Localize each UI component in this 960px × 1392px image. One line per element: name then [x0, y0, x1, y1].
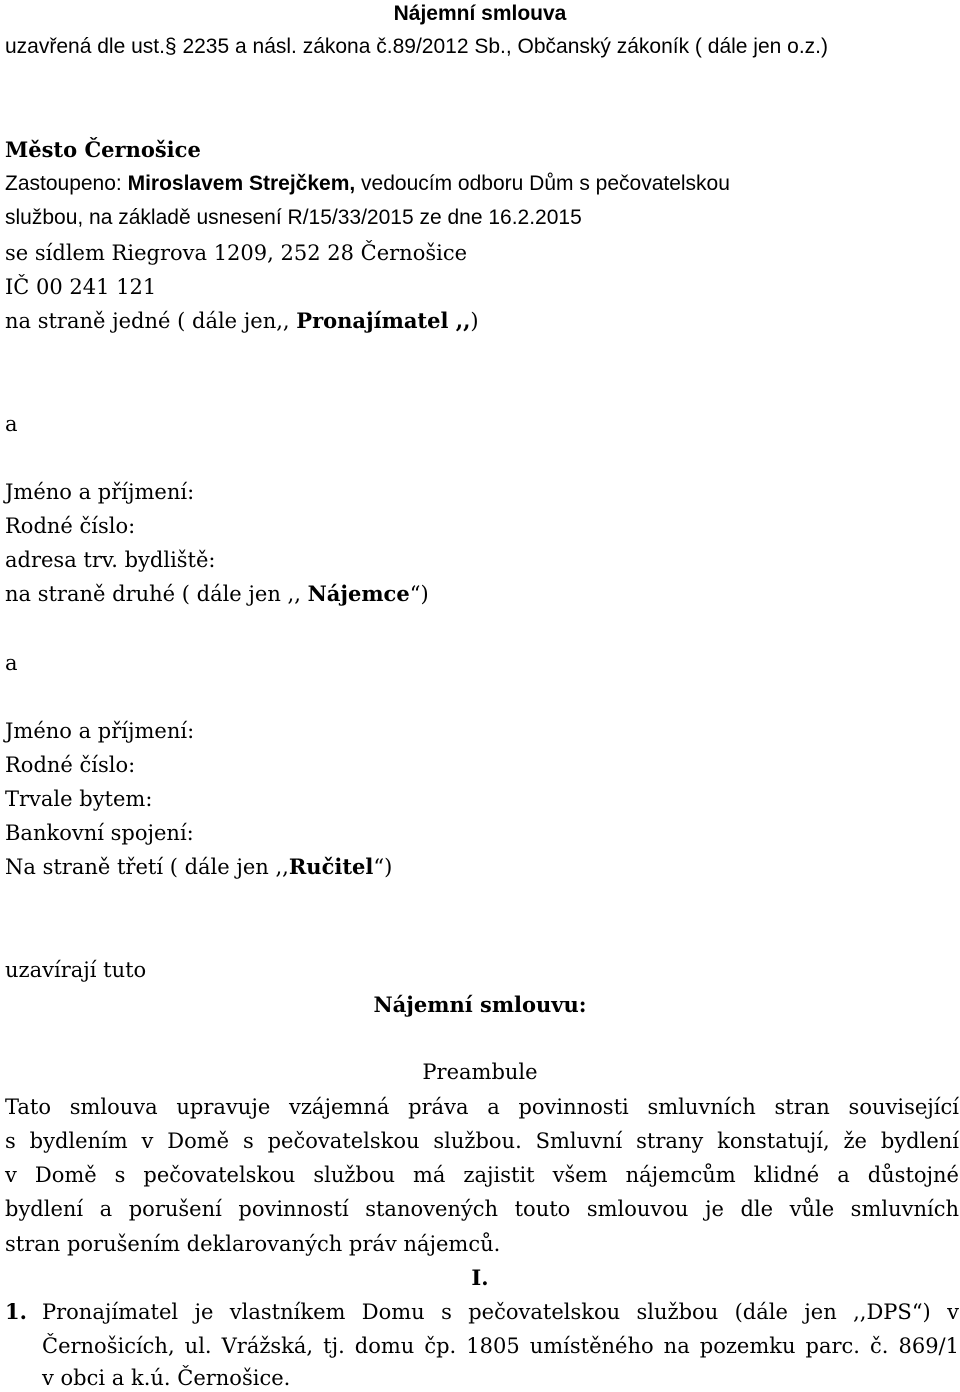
document-title: Nájemní smlouva [393, 2, 567, 25]
landlord-representative: Zastoupeno: Miroslavem Strejčkem, vedoucím odboru Dům s pečovatelskou [5, 172, 730, 195]
item-text-line: Černošicích, ul. Vrážská, tj. domu čp. 1805 umístěného na pozemku parc. č. 869/1 [42, 1334, 959, 1358]
landlord-representative-basis: službou, na základě usnesení R/15/33/2015 ze dne 16.2.2015 [5, 206, 582, 229]
section-heading: I. [471, 1265, 489, 1290]
tenant-birth-number-label: Rodné číslo: [5, 514, 136, 538]
preamble-line: s bydlením v Domě s pečovatelskou službou. Smluvní strany konstatují, že bydlení [5, 1129, 959, 1153]
conjunction-and: a [5, 651, 18, 675]
guarantor-name-label: Jméno a příjmení: [5, 719, 195, 743]
contract-heading: Nájemní smlouvu: [373, 992, 587, 1017]
preamble-line: Tato smlouva upravuje vzájemná práva a povinnosti smluvních stran související [5, 1095, 959, 1119]
preamble-line: v Domě s pečovatelskou službou má zajistit všem nájemcům klidné a důstojné [5, 1163, 959, 1187]
landlord-name: Město Černošice [5, 137, 201, 162]
item-text-line: v obci a k.ú. Černošice. [42, 1366, 291, 1390]
guarantor-residence-label: Trvale bytem: [5, 787, 153, 811]
guarantor-bank-label: Bankovní spojení: [5, 821, 194, 845]
guarantor-side: Na straně třetí ( dále jen ,,Ručitel“) [5, 854, 393, 879]
law-reference: uzavřená dle ust.§ 2235 a násl. zákona č.89/2012 Sb., Občanský zákoník ( dále jen o.z.) [5, 35, 828, 58]
guarantor-birth-number-label: Rodné číslo: [5, 753, 136, 777]
landlord-side: na straně jedné ( dále jen,, Pronajímatel ,,) [5, 308, 479, 333]
conjunction-and: a [5, 412, 18, 436]
tenant-address-label: adresa trv. bydliště: [5, 548, 216, 572]
item-number: 1. [5, 1299, 27, 1324]
preamble-line: bydlení a porušení povinností stanovených touto smlouvou je dle vůle smluvních [5, 1197, 959, 1221]
tenant-side: na straně druhé ( dále jen ,, Nájemce“) [5, 581, 429, 606]
landlord-ico: IČ 00 241 121 [5, 275, 157, 299]
preamble-line: stran porušením deklarovaných práv nájemců. [5, 1232, 501, 1256]
preamble-heading: Preambule [422, 1060, 538, 1084]
conclude-text: uzavírají tuto [5, 958, 147, 982]
tenant-name-label: Jméno a příjmení: [5, 480, 195, 504]
item-text-line: Pronajímatel je vlastníkem Domu s pečovatelskou službou (dále jen ,,DPS“) v [42, 1300, 959, 1324]
landlord-address: se sídlem Riegrova 1209, 252 28 Černošice [5, 241, 468, 265]
